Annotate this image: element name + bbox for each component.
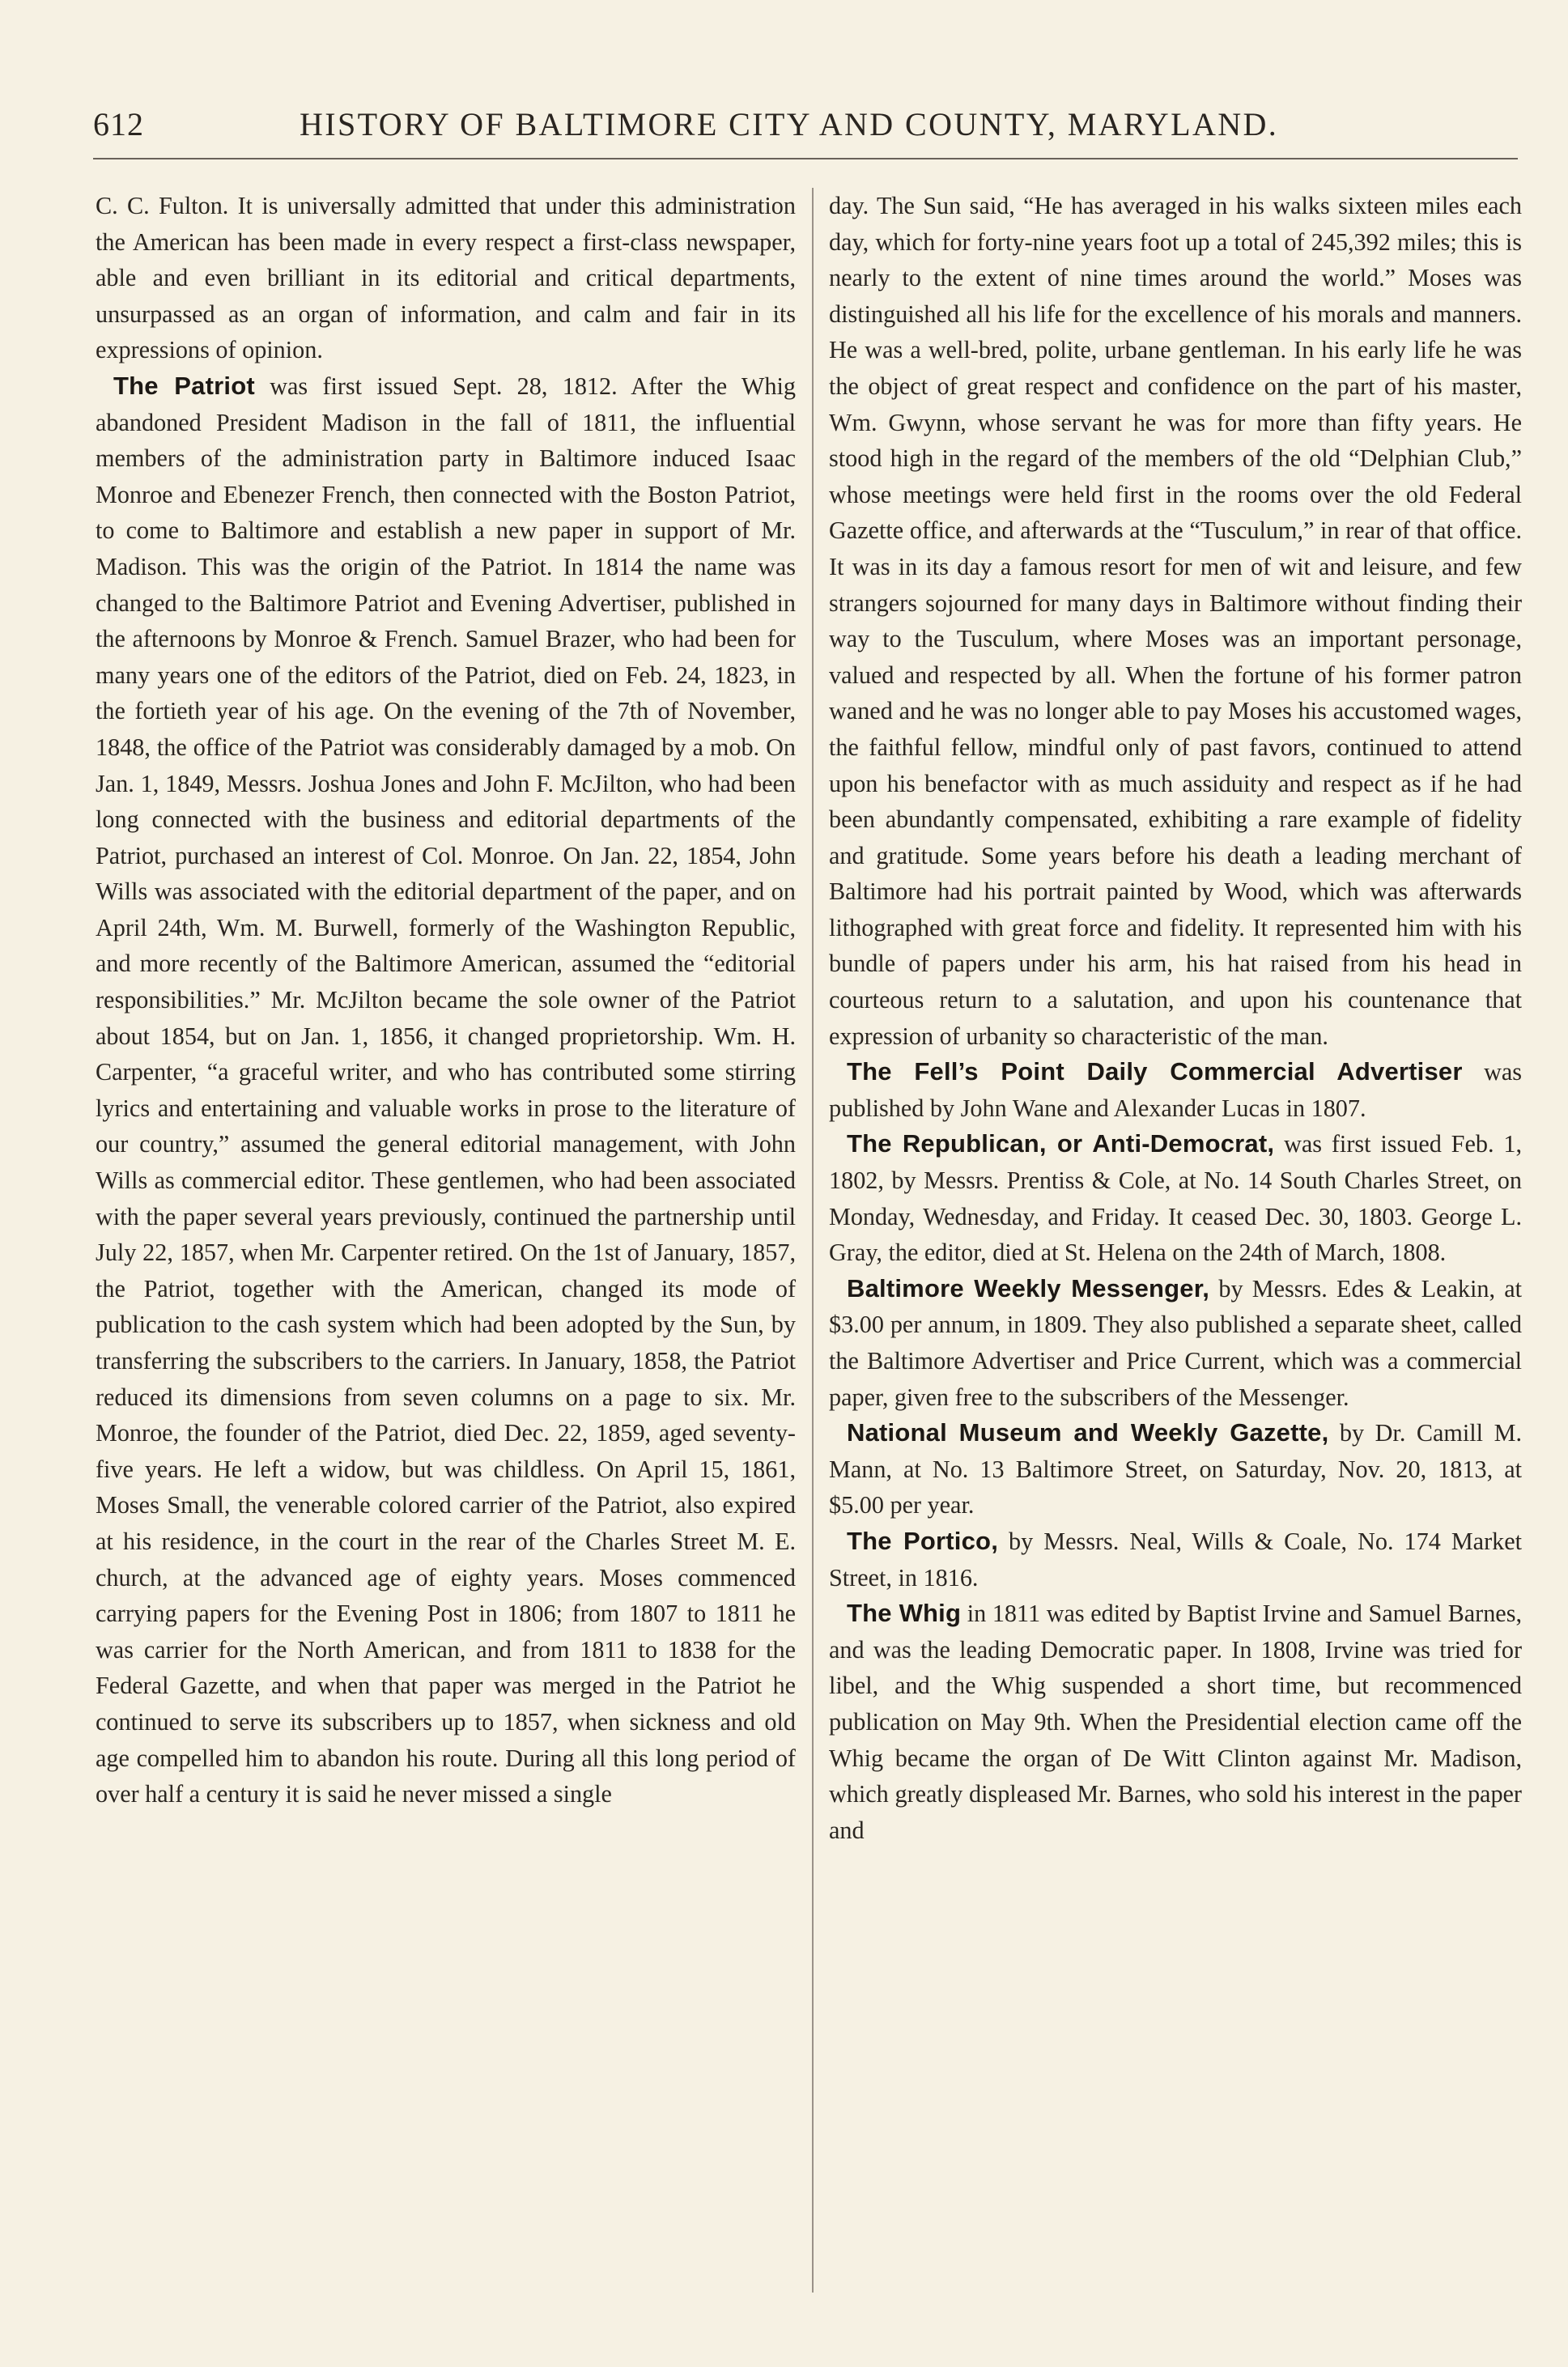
running-head: HISTORY OF BALTIMORE CITY AND COUNTY, MARYLAND. — [300, 106, 1279, 142]
paragraph-national-museum-text: by Dr. Camill M. Mann, at No. 13 Baltimore Street, on Saturday, Nov. 20, 1813, at $5.00 per year. — [829, 1419, 1522, 1519]
section-heading-weekly-messenger: Baltimore Weekly Messenger, — [847, 1273, 1210, 1302]
paragraph-republican-text: was first issued Feb. 1, 1802, by Messrs. Prentiss & Cole, at No. 14 South Charles Street, on Monday, Wednesday, and Friday. It ceased Dec. 30, 1803. George L. Gray, the editor, died at St. Helena on the 24th of March, 1808. — [829, 1130, 1523, 1267]
paragraph-patriot — [96, 368, 796, 1812]
paragraph-whig — [829, 1596, 1522, 1848]
section-heading-whig: The Whig — [847, 1599, 962, 1628]
section-heading-republican: The Republican, or Anti-Democrat, — [847, 1129, 1275, 1158]
paragraph-fells-point-text: was published by John Wane and Alexander Lucas in 1807. — [829, 1058, 1523, 1122]
section-heading-national-museum: National Museum and Weekly Gazette, — [847, 1418, 1329, 1447]
section-heading-fells-point: The Fell’s Point Daily Commercial Advertiser — [847, 1057, 1463, 1086]
section-heading-portico: The Portico, — [847, 1526, 999, 1555]
section-heading-patriot: The Patriot — [113, 371, 255, 400]
paragraph-portico-text: by Messrs. Neal, Wills & Coale, No. 174 Market Street, in 1816. — [829, 1527, 1523, 1591]
left-column — [96, 188, 796, 1812]
column-divider — [812, 188, 814, 2293]
paragraph-republican — [829, 1126, 1522, 1270]
paragraph-weekly-messenger-text: by Messrs. Edes & Leakin, at $3.00 per annum, in 1809. They also published a separate sheet, called the Baltimore Advertiser and Price Current, which was a commercial paper, given free to the subscribers of the Messenger. — [829, 1274, 1523, 1411]
paragraph-patriot-text: was first issued Sept. 28, 1812. After the Whig abandoned President Madison in the fall of 1811, the influential members of the administration party in Baltimore induced Isaac Monroe and Ebenezer French, then connected with the Boston Patriot, to come to Baltimore and establish a new paper in support of Mr. Madison. This was the origin of the Patriot. In 1814 the name was changed to the Baltimore Patriot and Evening Advertiser, published in the afternoons by Monroe & French. Samuel Brazer, who had been for many years one of the editors of the Patriot, died on Feb. 24, 1823, in the fortieth year of his age. On the evening of the 7th of November, 1848, the office of the Patriot was considerably damaged by a mob. On Jan. 1, 1849, Messrs. Joshua Jones and John F. McJilton, who had been long connected with the business and editorial departments of the Patriot, purchased an interest of Col. Monroe. On Jan. 22, 1854, John Wills was associated with the editorial department of the paper, and on April 24th, Wm. M. Burwell, formerly of the Washington Republic, and more recently of the Baltimore American, assumed the “editorial responsibilities.” Mr. McJilton became the sole owner of the Patriot about 1854, but on Jan. 1, 1856, it changed proprietorship. Wm. H. Carpenter, “a graceful writer, and who has contributed some stirring lyrics and entertaining and valuable works in prose to the literature of our country,” assumed the general editorial management, with John Wills as commercial editor. These gentlemen, who had been associated with the paper several years previously, continued the partnership until July 22, 1857, when Mr. Carpenter retired. On the 1st of January, 1857, the Patriot, together with the American, changed its mode of publication to the cash system which had been adopted by the Sun, by transferring the subscribers to the carriers. In January, 1858, the Patriot reduced its dimensions from seven columns on a page to six. Mr. Monroe, the founder of the Patriot, died Dec. 22, 1859, aged seventy-five years. He left a widow, but was childless. On April 15, 1861, Moses Small, the venerable colored carrier of the Patriot, also expired at his residence, in the court in the rear of the Charles Street M. E. church, at the advanced age of eighty years. Moses commenced carrying papers for the Evening Post in 1806; from 1807 to 1811 he was carrier for the North American, and from 1811 to 1838 for the Federal Gazette, and when that paper was merged in the Patriot he continued to serve its subscribers up to 1857, when sickness and old age compelled him to abandon his route. During all this long period of over half a century it is said he never missed a single — [96, 372, 797, 1808]
paragraph-weekly-messenger — [829, 1271, 1522, 1415]
right-column — [829, 188, 1522, 1848]
paragraph-national-museum — [829, 1415, 1522, 1523]
header-rule — [93, 158, 1518, 159]
paragraph-whig-text: in 1811 was edited by Baptist Irvine and Samuel Barnes, and was the leading Democratic paper. In 1808, Irvine was tried for libel, and the Whig suspended a short time, but recommenced publication on May 9th. When the Presidential election came off the Whig became the organ of De Witt Clinton against Mr. Madison, which greatly displeased Mr. Barnes, who sold his interest in the paper and — [829, 1600, 1522, 1844]
paragraph-fells-point — [829, 1054, 1522, 1126]
paragraph-american-continued: C. C. Fulton. It is universally admitted that under this administration the American has been made in every respect a first-class newspaper, able and even brilliant in its editorial and critical departments, unsurpassed as an organ of information, and calm and fair in its expressions of opinion. — [96, 192, 796, 364]
page-header — [93, 105, 1518, 154]
paragraph-portico — [829, 1523, 1522, 1596]
paragraph-moses-small-continued: day. The Sun said, “He has averaged in his walks sixteen miles each day, which for forty-nine years foot up a total of 245,392 miles; this is nearly to the extent of nine times around the world.” Moses was distinguished all his life for the excellence of his morals and manners. He was a well-bred, polite, urbane gentleman. In his early life he was the object of great respect and confidence on the part of his master, Wm. Gwynn, whose servant he was for more than fifty years. He stood high in the regard of the members of the old “Delphian Club,” whose meetings were held first in the rooms over the old Federal Gazette office, and afterwards at the “Tusculum,” in rear of that office. It was in its day a famous resort for men of wit and leisure, and few strangers sojourned for many days in Baltimore without finding their way to the Tusculum, where Moses was an important personage, valued and respected by all. When the fortune of his former patron waned and he was no longer able to pay Moses his accustomed wages, the faithful fellow, mindful only of past favors, continued to attend upon his benefactor with as much assiduity and respect as if he had been abundantly compensated, exhibiting a rare example of fidelity and gratitude. Some years before his death a leading merchant of Baltimore had his portrait painted by Wood, which was afterwards lithographed with great force and fidelity. It represented him with his bundle of papers under his arm, his hat raised from his head in courteous return to a salutation, and upon his countenance that expression of urbanity so characteristic of the man. — [829, 192, 1522, 1050]
page-number: 612 — [93, 106, 144, 142]
